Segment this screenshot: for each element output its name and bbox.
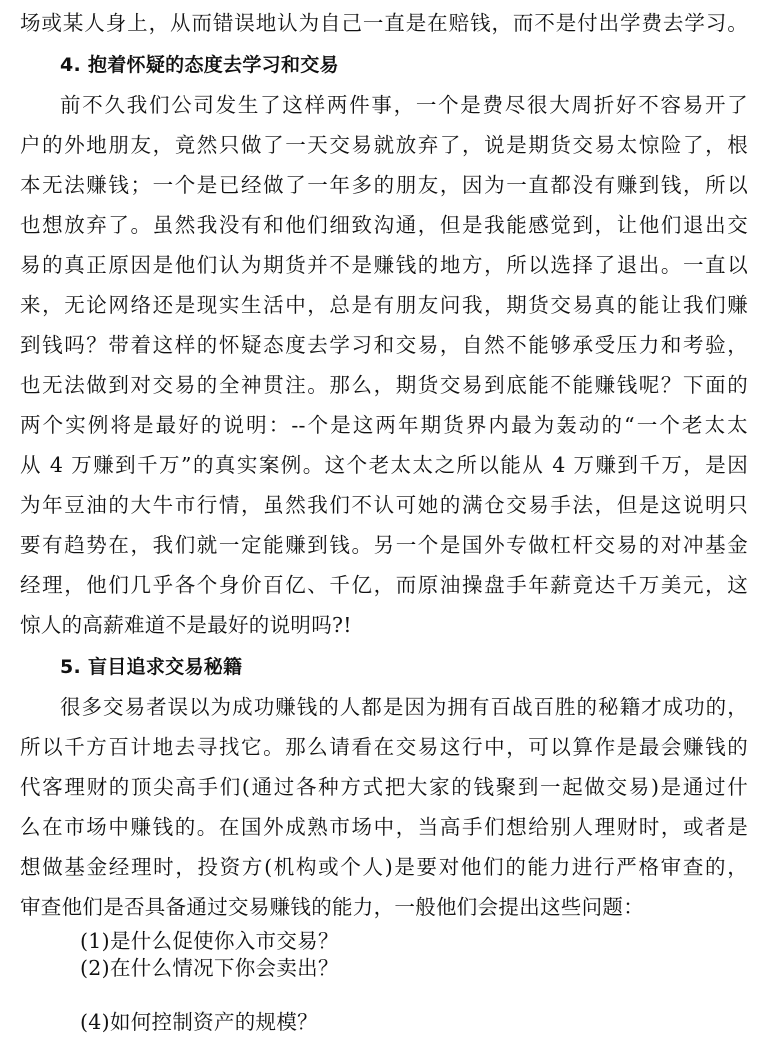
text-line: 从 4 万赚到千万”的真实案例。这个老太太之所以能从 4 万赚到千万，是因 [20, 453, 748, 477]
text-line: 想做基金经理时，投资方(机构或个人)是要对他们的能力进行严格审查的， [20, 855, 748, 879]
list-item: (4)如何控制资产的规模？ [80, 1010, 318, 1034]
text-line: 要有趋势在，我们就一定能赚到钱。另一个是国外专做杠杆交易的对冲基金 [20, 533, 748, 557]
text-line: 到钱吗？带着这样的怀疑态度去学习和交易，自然不能够承受压力和考验， [20, 333, 748, 357]
text-line: 经理，他们几乎各个身价百亿、千亿，而原油操盘手年薪竟达千万美元，这 [20, 573, 748, 597]
text-line: 场或某人身上，从而错误地认为自己一直是在赔钱，而不是付出学费去学习。 [20, 11, 748, 35]
text-line: 也想放弃了。虽然我没有和他们细致沟通，但是我能感觉到，让他们退出交 [20, 213, 748, 237]
list-item: (2)在什么情况下你会卖出？ [80, 956, 339, 980]
text-line: 惊人的高薪难道不是最好的说明吗?! [20, 613, 352, 637]
section-heading-4: 4. 抱着怀疑的态度去学习和交易 [60, 54, 339, 76]
text-line: 前不久我们公司发生了这样两件事，一个是费尽很大周折好不容易开了 [60, 93, 748, 117]
text-line: 来，无论网络还是现实生活中，总是有朋友问我，期货交易真的能让我们赚 [20, 293, 748, 317]
text-line: 易的真正原因是他们认为期货并不是赚钱的地方，所以选择了退出。一直以 [20, 253, 748, 277]
text-line: 也无法做到对交易的全神贯注。那么，期货交易到底能不能赚钱呢？下面的 [20, 373, 748, 397]
text-line: 为年豆油的大牛市行情，虽然我们不认可她的满仓交易手法，但是这说明只 [20, 493, 748, 517]
text-line: 两个实例将是最好的说明：--个是这两年期货界内最为轰动的“一个老太太 [20, 413, 748, 437]
text-line: 所以千方百计地去寻找它。那么请看在交易这行中，可以算作是最会赚钱的 [20, 735, 748, 759]
text-line: 审查他们是否具备通过交易赚钱的能力，一般他们会提出这些问题： [20, 895, 644, 919]
text-line: 户的外地朋友，竟然只做了一天交易就放弃了，说是期货交易太惊险了，根 [20, 133, 748, 157]
text-line: 很多交易者误以为成功赚钱的人都是因为拥有百战百胜的秘籍才成功的， [60, 695, 748, 719]
text-line: 么在市场中赚钱的。在国外成熟市场中，当高手们想给别人理财时，或者是 [20, 815, 748, 839]
text-line: 代客理财的顶尖高手们(通过各种方式把大家的钱聚到一起做交易)是通过什 [20, 775, 748, 799]
section-heading-5: 5. 盲目追求交易秘籍 [60, 656, 243, 678]
text-line: 本无法赚钱；一个是已经做了一年多的朋友，因为一直都没有赚到钱，所以 [20, 173, 748, 197]
list-item: (1)是什么促使你入市交易？ [80, 929, 339, 953]
